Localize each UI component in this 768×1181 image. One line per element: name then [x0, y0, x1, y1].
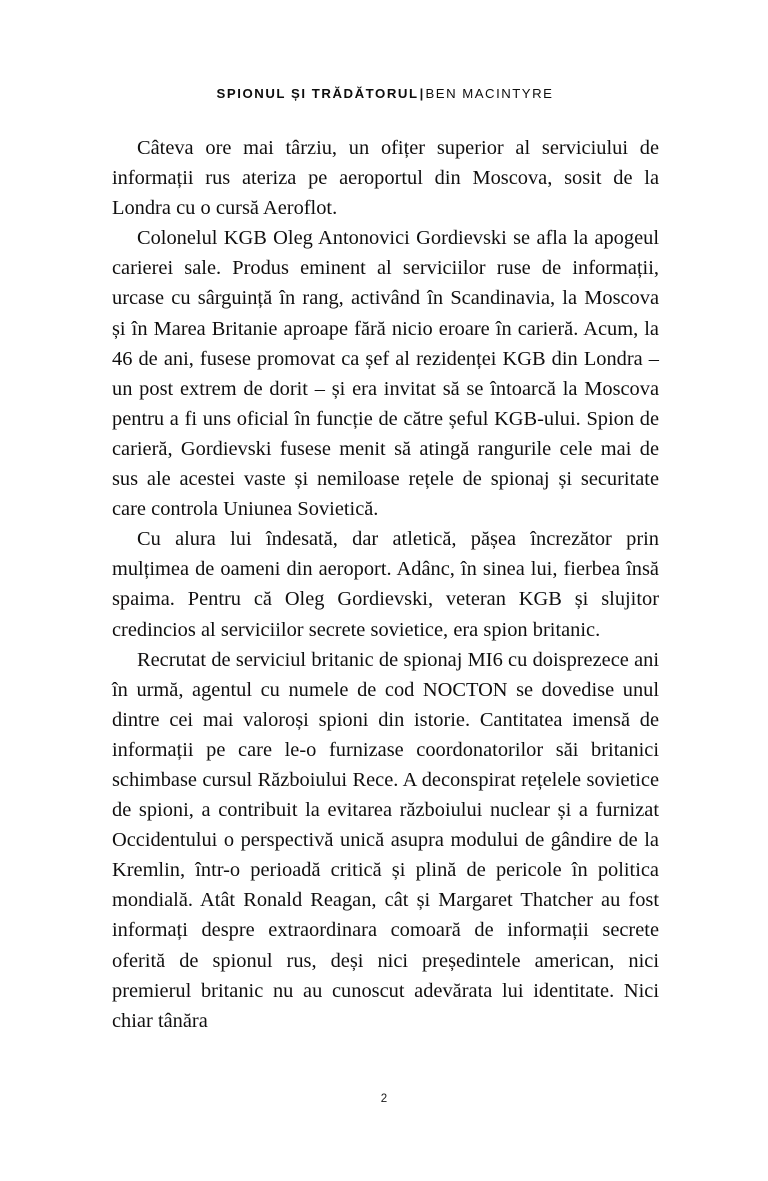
paragraph: Cu alura lui îndesată, dar atletică, pășea încrezător prin mulțimea de oameni din aeroport. Adânc, în sinea lui, fierbea însă spaima. Pentru că Oleg Gordievski, veteran KGB și slujitor credincios al serviciilor secrete sovietice, era spion britanic.	[112, 528, 659, 641]
body-text-column	[112, 133, 659, 1036]
paragraph: Câteva ore mai târziu, un ofițer superior al serviciului de informații rus ateriza pe aeroportul din Moscova, sosit de la Londra cu o cursă Aeroflot.	[112, 137, 659, 220]
running-head-author: BEN MACINTYRE	[425, 86, 554, 101]
running-head-separator: |	[419, 86, 425, 101]
paragraph: Recrutat de serviciul britanic de spionaj MI6 cu doisprezece ani în urmă, agentul cu numele de cod NOCTON se dovedise unul dintre cei mai valoroși spioni din istorie. Cantitatea imensă de informații pe care le-o furnizase coordonatorilor săi britanici schimbase cursul Războiului Rece. A deconspirat rețelele sovietice de spioni, a contribuit la evitarea războiului nuclear și a furnizat Occidentului o perspectivă unică asupra modului de gândire de la Kremlin, într-o perioadă critică și plină de pericole în politica mondială. Atât Ronald Reagan, cât și Margaret Thatcher au fost informați despre extraordinara comoară de informații secrete oferită de spionul rus, deși nici președintele american, nici premierul britanic nu au cunoscut adevărata lui identitate. Nici chiar tânăra	[112, 648, 659, 1032]
running-head	[112, 86, 658, 102]
page-number: 2	[380, 1093, 388, 1105]
running-head-title: SPIONUL ȘI TRĂDĂTORUL	[216, 86, 419, 101]
paragraph: Colonelul KGB Oleg Antonovici Gordievski se afla la apogeul carierei sale. Produs eminent al serviciilor ruse de informații, urcase cu sârguință în rang, activând în Scandinavia, la Moscova și în Marea Britanie aproape fără nicio eroare în carieră. Acum, la 46 de ani, fusese promovat ca șef al rezidenței KGB din Londra – un post extrem de dorit – și era invitat să se întoarcă la Moscova pentru a fi uns oficial în funcție de către șeful KGB-ului. Spion de carieră, Gordievski fusese menit să atingă rangurile cele mai de sus ale acestei vaste și nemiloase rețele de spionaj și securitate care controla Uniunea Sovietică.	[112, 227, 659, 521]
